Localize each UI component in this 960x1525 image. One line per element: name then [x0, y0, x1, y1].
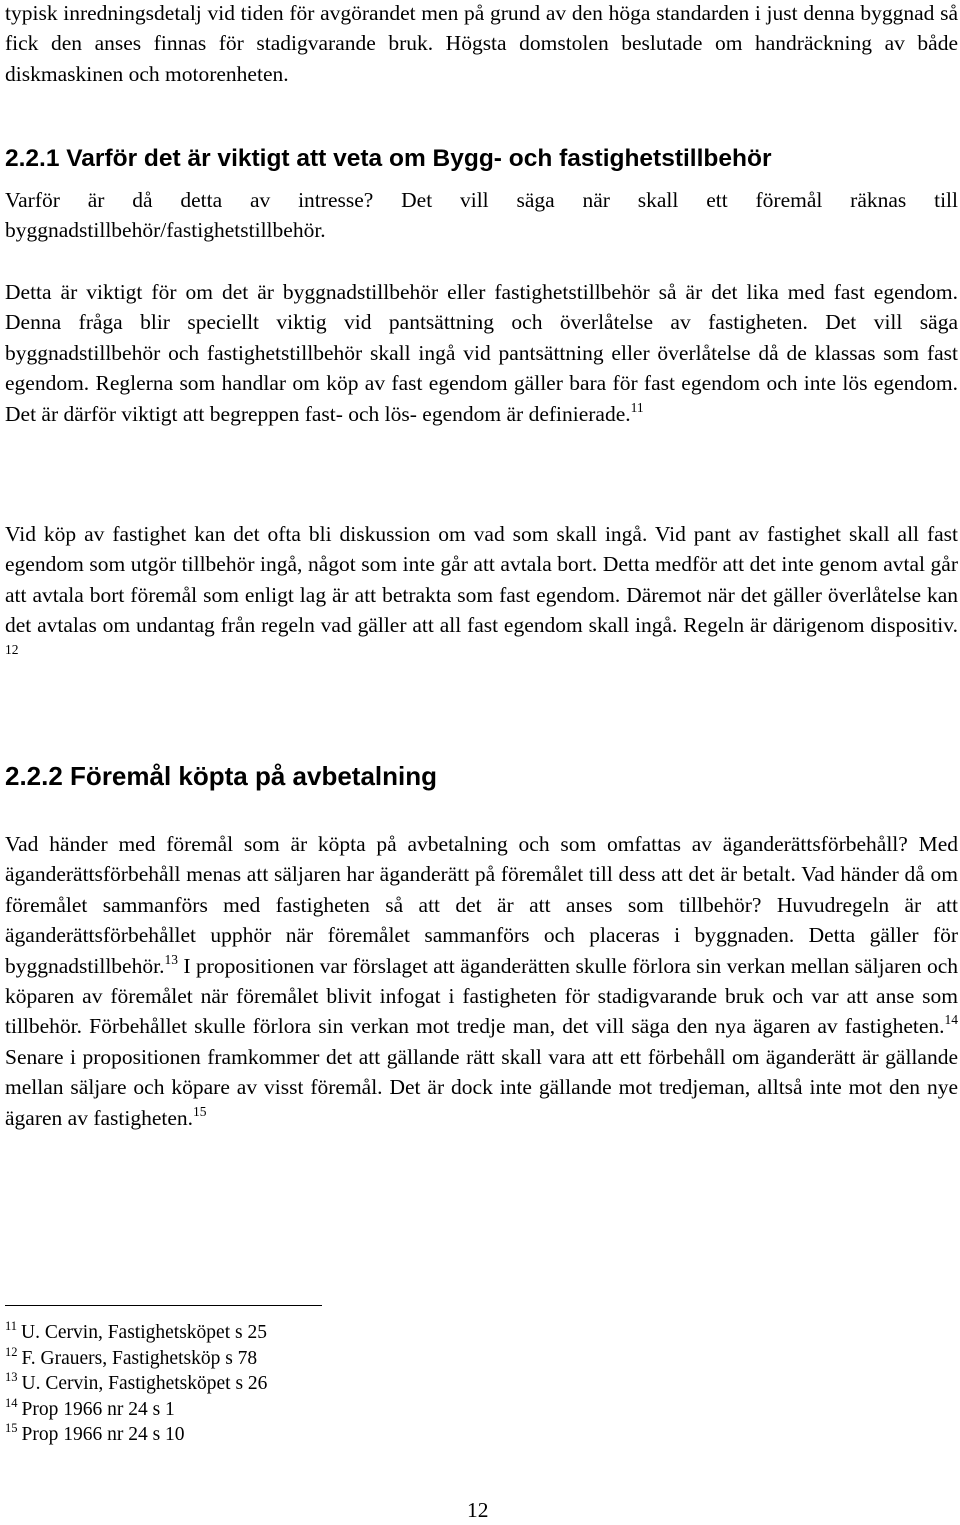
footnote-ref: 15	[193, 1103, 207, 1119]
footnote-ref: 11	[630, 399, 644, 415]
footnote-text: F. Grauers, Fastighetsköp s 78	[21, 1347, 258, 1369]
footnote-ref: 14	[944, 1012, 958, 1028]
paragraph-why-interest	[5, 185, 958, 246]
footnote-divider	[5, 1305, 322, 1306]
paragraph-text	[5, 277, 958, 429]
paragraph-installment	[5, 829, 958, 1133]
paragraph-body: Detta är viktigt för om det är byggnadstillbehör eller fastighetstillbehör så är det lika med fast egendom. Denna fråga blir speciellt viktig vid pantsättning och överlåtelse av fastigheten. Det vill säga byggnadstillbehör och fastighetstillbehör skall ingå vid pantsättning eller överlåtelse då de klassas som fast egendom. Reglerna som handlar om köp av fast egendom gäller bara för fast egendom och inte lös egendom. Det är därför viktigt att begreppen fast- och lös- egendom är definierade.	[5, 280, 958, 426]
paragraph-purchase	[5, 519, 958, 671]
footnote-text: Prop 1966 nr 24 s 1	[21, 1398, 175, 1420]
page-number: 12	[467, 1498, 489, 1522]
footnote-text: U. Cervin, Fastighetsköpet s 25	[21, 1322, 267, 1343]
footnote-number: 11	[5, 1319, 18, 1333]
paragraph-body-b: I propositionen var förslaget att äganderätten skulle förlora sin verkan mellan säljaren och köparen av föremålet när föremålet blivit infogat i fastigheten för stadigvarande bruk och var att anse som tillbehör. Förbehållet skulle förlora sin verkan mot tredje man, det vill säga den nya ägaren av fastigheten.	[5, 953, 958, 1039]
footnote-ref: 13	[164, 951, 178, 967]
section-heading-2-2-1: 2.2.1 Varför det är viktigt att veta om Bygg- och fastighetstillbehör	[5, 145, 772, 172]
footnote-text: Prop 1966 nr 24 s 10	[21, 1424, 185, 1445]
footnote-text: U. Cervin, Fastighetsköpet s 26	[21, 1373, 268, 1394]
footnote-ref: 12	[5, 641, 19, 657]
footnote-number: 15	[5, 1421, 18, 1435]
footnote-number: 14	[5, 1395, 18, 1410]
footnote-number: 12	[5, 1344, 18, 1359]
footnote-number: 13	[5, 1370, 18, 1384]
footnote-item	[5, 1346, 605, 1372]
paragraph-text: typisk inredningsdetalj vid tiden för avgörandet men på grund av den höga standarden i just denna byggnad så fick den anses finnas för stadigvarande bruk. Högsta domstolen beslutade om handräckning av både diskmaskinen och motorenheten.	[5, 1, 958, 86]
paragraph-body: Vid köp av fastighet kan det ofta bli diskussion om vad som skall ingå. Vid pant av fastighet skall all fast egendom som utgör tillbehör ingå, något som inte går att avtala bort. Detta medför att det inte genom avtal går att avtala bort föremål som enligt lag är att betrakta som fast egendom. Däremot när det gäller överlåtelse kan det avtalas om undantag från regeln vad gäller att all fast egendom skall ingå. Regeln är därigenom dispositiv.	[5, 522, 958, 638]
paragraph-text	[5, 519, 958, 671]
footnote-item	[5, 1371, 605, 1397]
paragraph-text: Varför är då detta av intresse? Det vill säga när skall ett föremål räknas till byggnadstillbehör/fastighetstillbehör.	[5, 188, 958, 243]
paragraph-body-c: Senare i propositionen framkommer det att gällande rätt skall vara att ett förbehåll om äganderätt är gällande mellan säljare och köpare av visst föremål. Det är dock inte gällande mot tredjeman, alltså inte mot den nye ägaren av fastigheten.	[5, 1044, 958, 1130]
footnote-item	[5, 1422, 605, 1448]
footnote-item	[5, 1320, 605, 1346]
footnotes	[5, 1320, 605, 1448]
footnote-item	[5, 1397, 605, 1423]
paragraph-body-a: Vad händer med föremål som är köpta på avbetalning och som omfattas av äganderättsförbehåll? Med äganderättsförbehåll menas att säljaren har äganderätt på föremålet till dess att det är betalt. Vad händer då om föremålet sammanförs med fastigheten så att det är att anses som tillbehör? Huvudregeln är att äganderättsförbehållet upphör när föremålet sammanförs och placeras i byggnaden. Detta gäller för byggnadstillbehör.	[5, 832, 958, 978]
paragraph-importance	[5, 277, 958, 429]
section-heading-2-2-2: 2.2.2 Föremål köpta på avbetalning	[5, 761, 438, 791]
paragraph-continuation	[5, 0, 958, 89]
paragraph-text	[5, 829, 958, 1133]
